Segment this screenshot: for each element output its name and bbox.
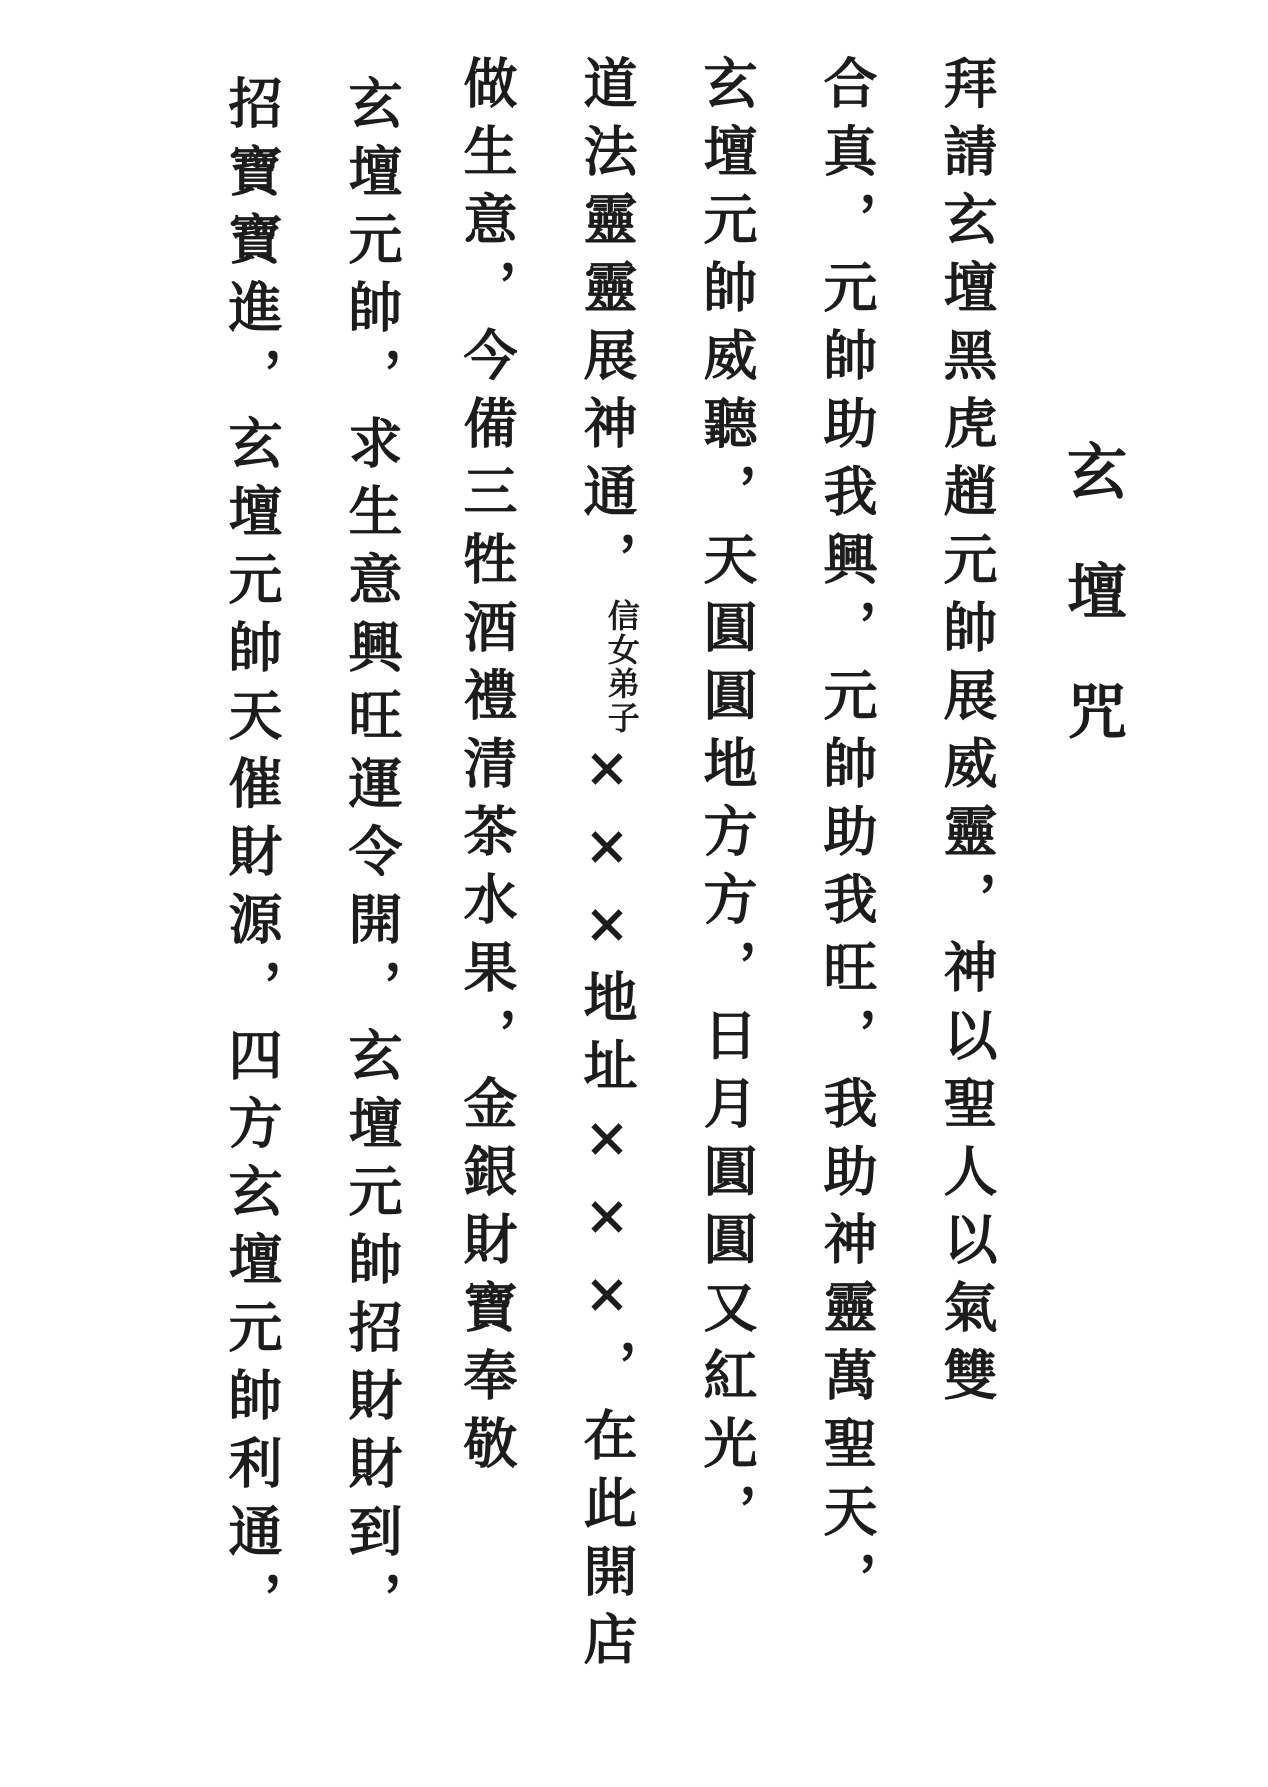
text-column-6: 玄壇元帥，求生意興旺運令開，玄壇元帥招財財到， xyxy=(340,75,404,1639)
note-left: 信女 xyxy=(602,599,641,667)
text-column-5: 做生意，今備三牲酒禮清茶水果，金銀財寶奉敬 xyxy=(455,55,519,1483)
text-column-2: 合真，元帥助我興，元帥助我旺，我助神靈萬聖天， xyxy=(815,55,879,1619)
text-column-4-tail: ×××地址×××，在此開店 xyxy=(575,735,639,1679)
inline-note xyxy=(602,599,641,735)
text-column-1: 拜請玄壇黑虎趙元帥展威靈，神以聖人以氣雙 xyxy=(935,55,999,1415)
text-column-7: 招寶寶進，玄壇元帥天催財源，四方玄壇元帥利通， xyxy=(220,75,284,1639)
text-column-4 xyxy=(575,55,641,1679)
page-title: 玄壇咒 xyxy=(1057,440,1127,800)
note-right: 弟子 xyxy=(602,667,641,735)
text-column-3: 玄壇元帥威聽，天圓圓地方方，日月圓圓又紅光， xyxy=(695,55,759,1551)
text-column-4-main: 道法靈靈展神通， xyxy=(575,55,639,599)
